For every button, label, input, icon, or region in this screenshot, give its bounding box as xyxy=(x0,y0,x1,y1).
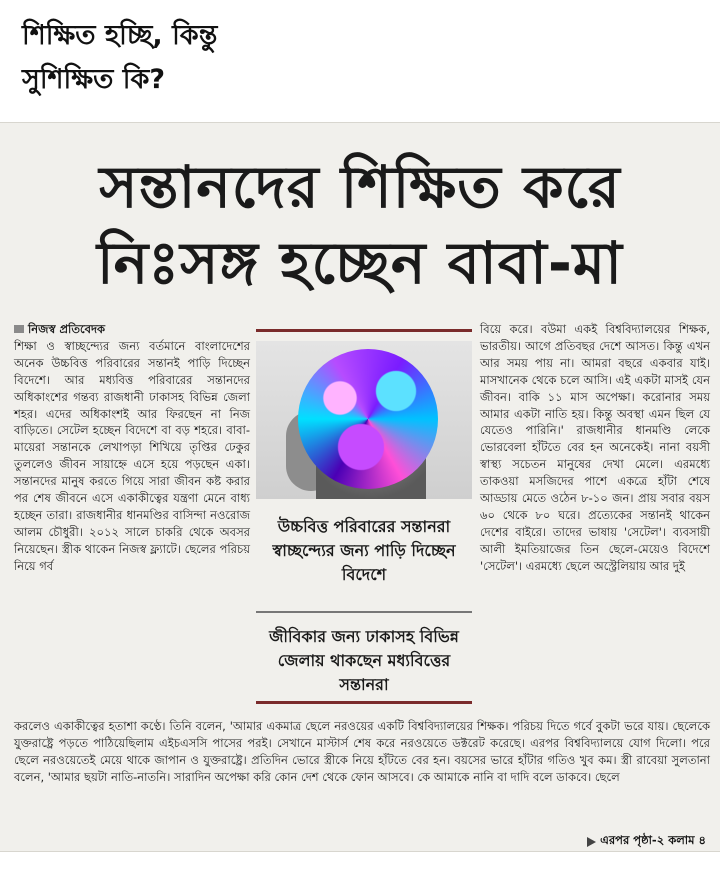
continuation-note xyxy=(587,832,706,851)
top-rule xyxy=(256,329,472,332)
article-bottom-text: করলেও একাকীত্বের হতাশা কণ্ঠে। তিনি বলেন, 'আমার একমাত্র ছেলে নরওয়ের একটি বিশ্ববিদ্যালয়ের শিক্ষক। পরিচয় দিতে গর্বে বুকটা ভরে যায়। ছেলেকে যুক্তরাষ্ট্রে পড়তে পাঠিয়েছিলাম এইচএসসি পাসের পরই। সেখানে মাস্টার্স শেষ করে নরওয়েতে ডক্টরেট করেছে। এরপর বিশ্ববিদ্যালয়ে যোগ দিলো। পরে ছেলে নরওয়েতেই মেয়ে থাকে জাপান ও যুক্তরাষ্ট্রে। প্রতিদিন ভোরে স্ত্রীকে নিয়ে হাঁটতে বের হন। বয়সের ভারে হাঁটার গতিও খুব কম। স্ত্রী রাবেয়া সুলতানা বলেন, 'আমার ছয়টা নাতি-নাতনি। সারাদিন অপেক্ষা করি কোন দেশ থেকে ফোন আসবে। কে আমাকে নানি বা দাদি বলে ডাকবে। ছেলে xyxy=(14,719,710,784)
pull-quote-divider xyxy=(256,611,472,613)
pull-quote-2: জীবিকার জন্য ঢাকাসহ বিভিন্ন জেলায় থাকছেন মধ্যবিত্তের সন্তানরা xyxy=(269,627,459,694)
continuation-text: এরপর পৃষ্ঠা-২ কলাম ৪ xyxy=(600,833,706,847)
post-caption xyxy=(22,14,442,102)
article-photo xyxy=(256,341,472,499)
headline-line-2: নিঃসঙ্গ হচ্ছেন বাবা-মা xyxy=(97,229,623,297)
caption-line-1: শিক্ষিত হচ্ছি, কিন্তু xyxy=(22,20,218,51)
pull-quote-1: উচ্চবিত্ত পরিবারের সন্তানরা স্বাচ্ছন্দ্যের জন্য পাড়ি দিচ্ছেন বিদেশে xyxy=(272,517,456,584)
byline xyxy=(14,321,250,338)
center-feature xyxy=(256,329,472,704)
article-right-column: বিয়ে করে। বউমা একই বিশ্ববিদ্যালয়ের শিক্ষক, ভারতীয়। আগে প্রতিবছর দেশে আসত। কিন্তু এখন আর সময় পায় না। আমরা বছরে একবার যাই। মাসখানেক থেকে চলে আসি। এই একটা মাসই যেন জীবন। বাকি ১১ মাস অপেক্ষা। করোনার সময় আমার একটা নাতি হয়। কিন্তু অবস্থা এমন ছিল যে যেতেও পারিনি।' রাজধানীর ধানমণ্ডি লেকে ভোরবেলা হাঁটতে বের হন অনেকেই। নানা বয়সী স্বাস্থ্য সচেতন মানুষের দেখা মেলে। এরমধ্যে তাকওয়া মসজিদের পাশে একত্রে হাঁটা শেষে আড্ডায় মেতে ওঠেন ৮-১০ জন। প্রায় সবার বয়স ৬০ থেকে ৮০ ঘরে। প্রত্যেকের সন্তানই থাকেন দেশের বাইরে। তাদের ভাষায় 'সেটেল'। ব্যবসায়ী আলী ইমতিয়াজের তিন ছেলে-মেয়েও বিদেশে 'সেটেল'। এরমধ্যে ছেলে অস্ট্রেলিয়ায় আর দুই xyxy=(480,322,710,573)
caption-line-2: সুশিক্ষিত কি? xyxy=(22,64,166,95)
left-column-text: শিক্ষা ও স্বাচ্ছন্দ্যের জন্য বর্তমানে বাংলাদেশের অনেক উচ্চবিত্ত পরিবারের সন্তানই পাড়ি দিচ্ছেন বিদেশে। আর মধ্যবিত্ত পরিবারের সন্তানদের অধিকাংশের গন্তব্য রাজধানী ঢাকাসহ বিভিন্ন জেলা শহর। এদের অধিকাংশই আর ফিরছেন না নিজ বাড়িতে। সেটেল হচ্ছেন বিদেশে বা বড় শহরে। বাবা-মায়েরা সন্তানকে লেখাপড়া শিখিয়ে তৃপ্তির ঢেকুর তুললেও জীবন সায়াহ্নে এসে হয়ে পড়ছেন একা। সন্তানদের মানুষ করতে গিয়ে সারা জীবন কষ্ট করার পর শেষ জীবনে এসে একাকীত্বের যন্ত্রণা মেনে বাধ্য হচ্ছেন তারা। রাজধানীর ধানমণ্ডির বাসিন্দা নওরোজ আলম চৌধুরী। ২০১২ সালে চাকরি থেকে অবসর নিয়েছেন। স্ত্রীক থাকেন নিজস্ব ফ্ল্যাটে। ছেলের পরিচয় নিয়ে গর্ব xyxy=(14,338,250,573)
byline-text: নিজস্ব প্রতিবেদক xyxy=(28,322,106,336)
article-left-column xyxy=(14,321,250,575)
colorful-sticker-icon xyxy=(298,349,438,489)
arrow-right-icon xyxy=(587,837,596,847)
headline-line-1: সন্তানদের শিক্ষিত করে xyxy=(99,153,621,221)
bottom-rule xyxy=(256,701,472,704)
newspaper-clipping xyxy=(0,122,720,852)
byline-bullet-icon xyxy=(14,325,24,333)
